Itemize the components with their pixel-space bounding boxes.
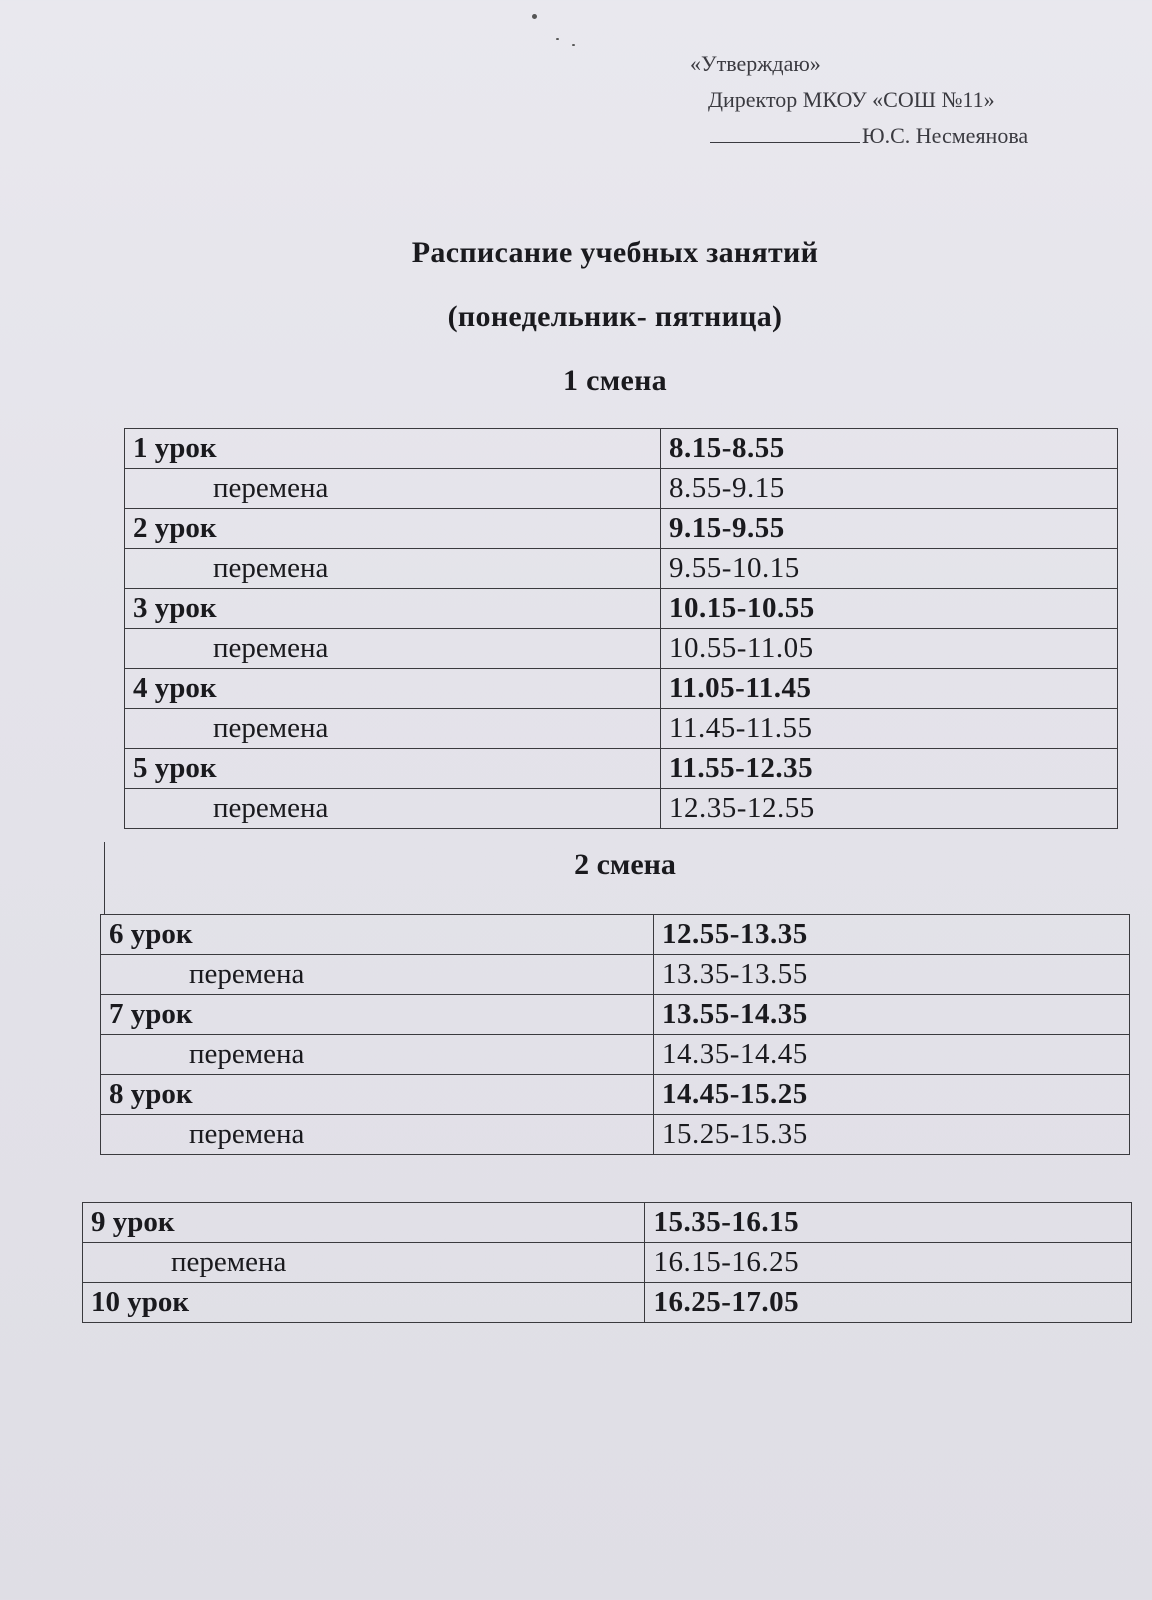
document-title: Расписание учебных занятий xyxy=(411,236,819,269)
table-row xyxy=(83,1283,1132,1323)
table-row xyxy=(83,1243,1132,1283)
table-row xyxy=(125,709,1118,749)
row-label: перемена xyxy=(125,549,661,589)
row-label: перемена xyxy=(125,709,661,749)
table-row xyxy=(101,995,1130,1035)
table-row xyxy=(125,429,1118,469)
row-time: 12.35-12.55 xyxy=(661,789,1118,829)
row-time: 11.55-12.35 xyxy=(661,749,1118,789)
approval-block xyxy=(690,46,1110,154)
table-row xyxy=(125,469,1118,509)
row-time: 13.55-14.35 xyxy=(654,995,1130,1035)
document-subtitle: (понедельник- пятница) xyxy=(447,300,783,333)
row-label: 1 урок xyxy=(125,429,661,469)
table-row xyxy=(101,1035,1130,1075)
shift1-table xyxy=(124,428,1118,829)
table-row xyxy=(125,789,1118,829)
row-label: перемена xyxy=(83,1243,645,1283)
row-time: 9.15-9.55 xyxy=(661,509,1118,549)
row-label: перемена xyxy=(125,469,661,509)
row-time: 16.15-16.25 xyxy=(645,1243,1132,1283)
approval-signature xyxy=(690,118,1110,154)
table-row xyxy=(101,1115,1130,1155)
row-time: 14.35-14.45 xyxy=(654,1035,1130,1075)
row-label: перемена xyxy=(101,1035,654,1075)
row-time: 15.25-15.35 xyxy=(654,1115,1130,1155)
table-row xyxy=(125,549,1118,589)
table-row xyxy=(101,915,1130,955)
shift2-title: 2 смена xyxy=(574,848,676,881)
row-time: 15.35-16.15 xyxy=(645,1203,1132,1243)
row-label: 6 урок xyxy=(101,915,654,955)
table-row xyxy=(101,1075,1130,1115)
row-time: 11.45-11.55 xyxy=(661,709,1118,749)
row-time: 10.55-11.05 xyxy=(661,629,1118,669)
row-label: перемена xyxy=(125,789,661,829)
row-time: 11.05-11.45 xyxy=(661,669,1118,709)
row-label: перемена xyxy=(125,629,661,669)
row-time: 10.15-10.55 xyxy=(661,589,1118,629)
row-label: 4 урок xyxy=(125,669,661,709)
approval-heading: «Утверждаю» xyxy=(690,51,821,76)
row-label: 5 урок xyxy=(125,749,661,789)
row-time: 12.55-13.35 xyxy=(654,915,1130,955)
paper-speck xyxy=(572,44,575,46)
table-row xyxy=(125,629,1118,669)
row-label: 8 урок xyxy=(101,1075,654,1115)
table-row xyxy=(125,509,1118,549)
table-row xyxy=(125,589,1118,629)
approval-name: Ю.С. Несмеянова xyxy=(862,123,1029,148)
paper-speck xyxy=(532,14,537,19)
row-time: 13.35-13.55 xyxy=(654,955,1130,995)
approval-director: Директор МКОУ «СОШ №11» xyxy=(708,87,995,112)
signature-line xyxy=(710,122,860,143)
table-row xyxy=(101,955,1130,995)
row-time: 8.55-9.15 xyxy=(661,469,1118,509)
table-row xyxy=(125,749,1118,789)
row-label: перемена xyxy=(101,1115,654,1155)
row-time: 16.25-17.05 xyxy=(645,1283,1132,1323)
shift1-title: 1 смена xyxy=(563,364,667,397)
row-label: 9 урок xyxy=(83,1203,645,1243)
row-time: 8.15-8.55 xyxy=(661,429,1118,469)
shift2-table-tail xyxy=(82,1202,1132,1323)
row-label: 2 урок xyxy=(125,509,661,549)
paper-speck xyxy=(556,38,559,40)
row-time: 14.45-15.25 xyxy=(654,1075,1130,1115)
row-label: 10 урок xyxy=(83,1283,645,1323)
row-label: перемена xyxy=(101,955,654,995)
table-row xyxy=(125,669,1118,709)
shift2-table xyxy=(100,914,1130,1155)
row-label: 3 урок xyxy=(125,589,661,629)
row-label: 7 урок xyxy=(101,995,654,1035)
row-time: 9.55-10.15 xyxy=(661,549,1118,589)
table-row xyxy=(83,1203,1132,1243)
